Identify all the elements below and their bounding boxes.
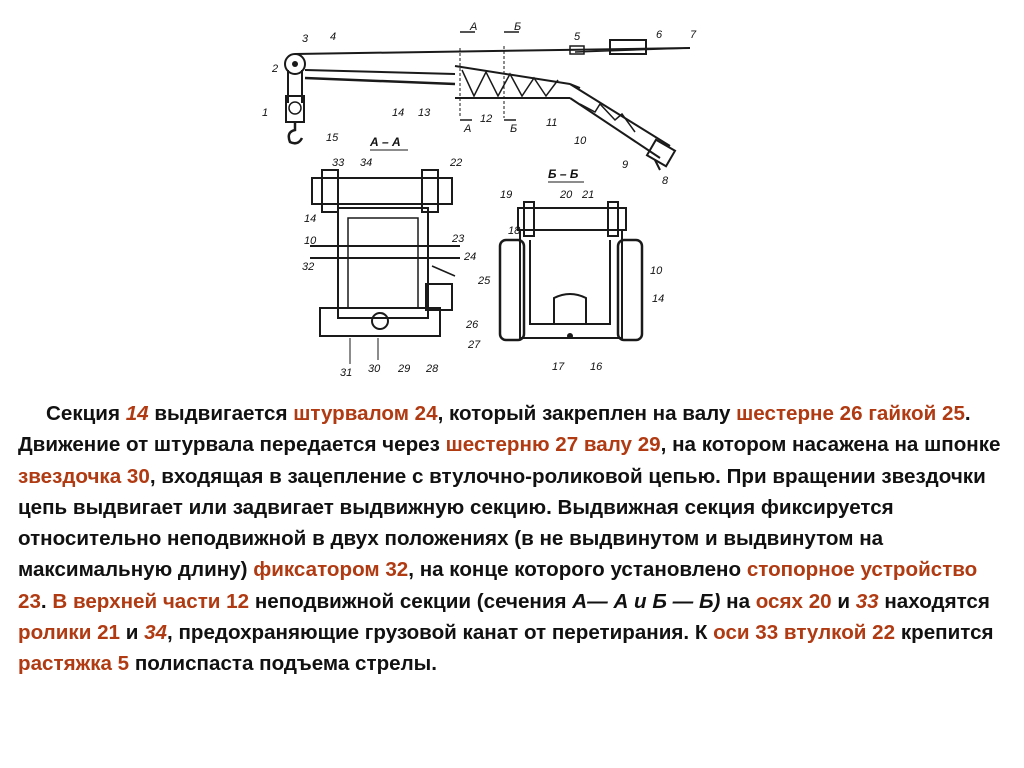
svg-text:27: 27 — [468, 339, 481, 351]
svg-text:14: 14 — [304, 213, 317, 225]
svg-text:23: 23 — [452, 233, 465, 245]
svg-text:10: 10 — [304, 235, 317, 247]
text-run: неподвижной секции (сечения — [249, 589, 573, 613]
svg-text:10: 10 — [574, 135, 587, 147]
highlight-term: осях 20 — [755, 589, 832, 613]
svg-text:А: А — [464, 123, 472, 135]
text-run: на — [720, 589, 756, 613]
svg-text:А: А — [470, 21, 478, 33]
highlight-term: растяжка 5 — [18, 652, 130, 676]
description-paragraph — [18, 398, 1008, 680]
svg-text:29: 29 — [398, 363, 411, 375]
highlight-term: 34 — [144, 621, 168, 645]
svg-text:19: 19 — [500, 189, 513, 201]
text-run: и — [119, 621, 145, 645]
svg-text:20: 20 — [560, 189, 573, 201]
svg-text:32: 32 — [302, 261, 315, 273]
svg-text:26: 26 — [466, 319, 479, 331]
highlight-term: В верхней части 12 — [52, 589, 250, 613]
text-run: и — [831, 589, 856, 613]
svg-text:9: 9 — [622, 159, 629, 171]
technical-drawing — [250, 8, 720, 380]
text-run: , который закреплен на валу — [437, 402, 737, 425]
highlight-term: оси 33 втулкой 22 — [713, 621, 896, 645]
svg-text:Б: Б — [514, 21, 522, 33]
highlight-term: фиксатором 32 — [253, 558, 409, 582]
svg-text:10: 10 — [650, 265, 663, 277]
section-b-b — [500, 167, 664, 373]
section-reference: А— А и Б — Б) — [572, 589, 721, 613]
highlight-term: ролики 21 — [18, 621, 120, 645]
svg-text:34: 34 — [360, 157, 373, 169]
svg-text:22: 22 — [450, 157, 463, 169]
text-run: крепится — [895, 621, 994, 645]
svg-text:21: 21 — [582, 189, 595, 201]
text-run: . Движение от штурвала передается через — [18, 402, 971, 457]
text-run: Секция — [46, 402, 126, 425]
highlight-term: валу 29 — [583, 433, 661, 457]
svg-text:5: 5 — [574, 31, 581, 43]
svg-text:15: 15 — [326, 132, 339, 144]
svg-text:17: 17 — [552, 361, 565, 373]
svg-text:4: 4 — [330, 31, 337, 43]
svg-text:8: 8 — [662, 175, 669, 187]
svg-text:13: 13 — [418, 107, 431, 119]
highlight-term: звездочка 30 — [18, 464, 150, 488]
svg-text:6: 6 — [656, 29, 663, 41]
svg-text:11: 11 — [546, 117, 558, 129]
highlight-term: 33 — [855, 589, 879, 613]
text-run: находятся — [878, 589, 990, 613]
svg-text:18: 18 — [508, 225, 521, 237]
highlight-term: шестерню 27 — [445, 433, 579, 457]
svg-text:30: 30 — [368, 363, 381, 375]
text-run: полиспаста подъема стрелы. — [129, 652, 437, 676]
svg-text:31: 31 — [340, 367, 353, 379]
svg-text:33: 33 — [332, 157, 345, 169]
svg-text:2: 2 — [272, 63, 279, 75]
svg-text:1: 1 — [262, 107, 269, 119]
text-run: , предохраняющие грузовой канат от перетирания. К — [167, 621, 714, 645]
text-run: , на котором насажена на шпонке — [660, 433, 1001, 457]
text-run: , на конце которого установлено — [408, 558, 747, 582]
highlight-term: шестерне 26 — [736, 402, 863, 425]
boom-schematic-svg — [250, 8, 720, 380]
svg-text:12: 12 — [480, 113, 493, 125]
svg-text:25: 25 — [478, 275, 491, 287]
svg-text:Б – Б: Б – Б — [548, 167, 579, 181]
svg-text:24: 24 — [464, 251, 477, 263]
highlight-term: 14 — [125, 402, 149, 425]
svg-text:7: 7 — [690, 29, 697, 41]
section-a-a — [302, 135, 491, 379]
svg-text:28: 28 — [426, 363, 439, 375]
text-run: . — [40, 589, 53, 613]
svg-text:А – А: А – А — [370, 135, 401, 149]
boom-side-view — [262, 21, 697, 187]
svg-text:16: 16 — [590, 361, 603, 373]
text-run: , входящая в зацепление с втулочно-роликовой цепью. При вращении звездочки цепь выдвигает или задвигает выдвижную секцию. Выдвижная секция фиксируется относительно неподвижной в двух положениях (в не выдвинутом и выдвинутом на максимальную длину) — [18, 464, 986, 582]
svg-text:3: 3 — [302, 33, 309, 45]
text-run: выдвигается — [148, 402, 294, 425]
highlight-term: штурвалом 24 — [293, 402, 438, 425]
highlight-term: гайкой 25 — [868, 402, 965, 425]
svg-text:Б: Б — [510, 123, 518, 135]
highlight-term: стопорное устройство 23 — [18, 558, 978, 613]
svg-text:14: 14 — [392, 107, 405, 119]
svg-text:14: 14 — [652, 293, 665, 305]
